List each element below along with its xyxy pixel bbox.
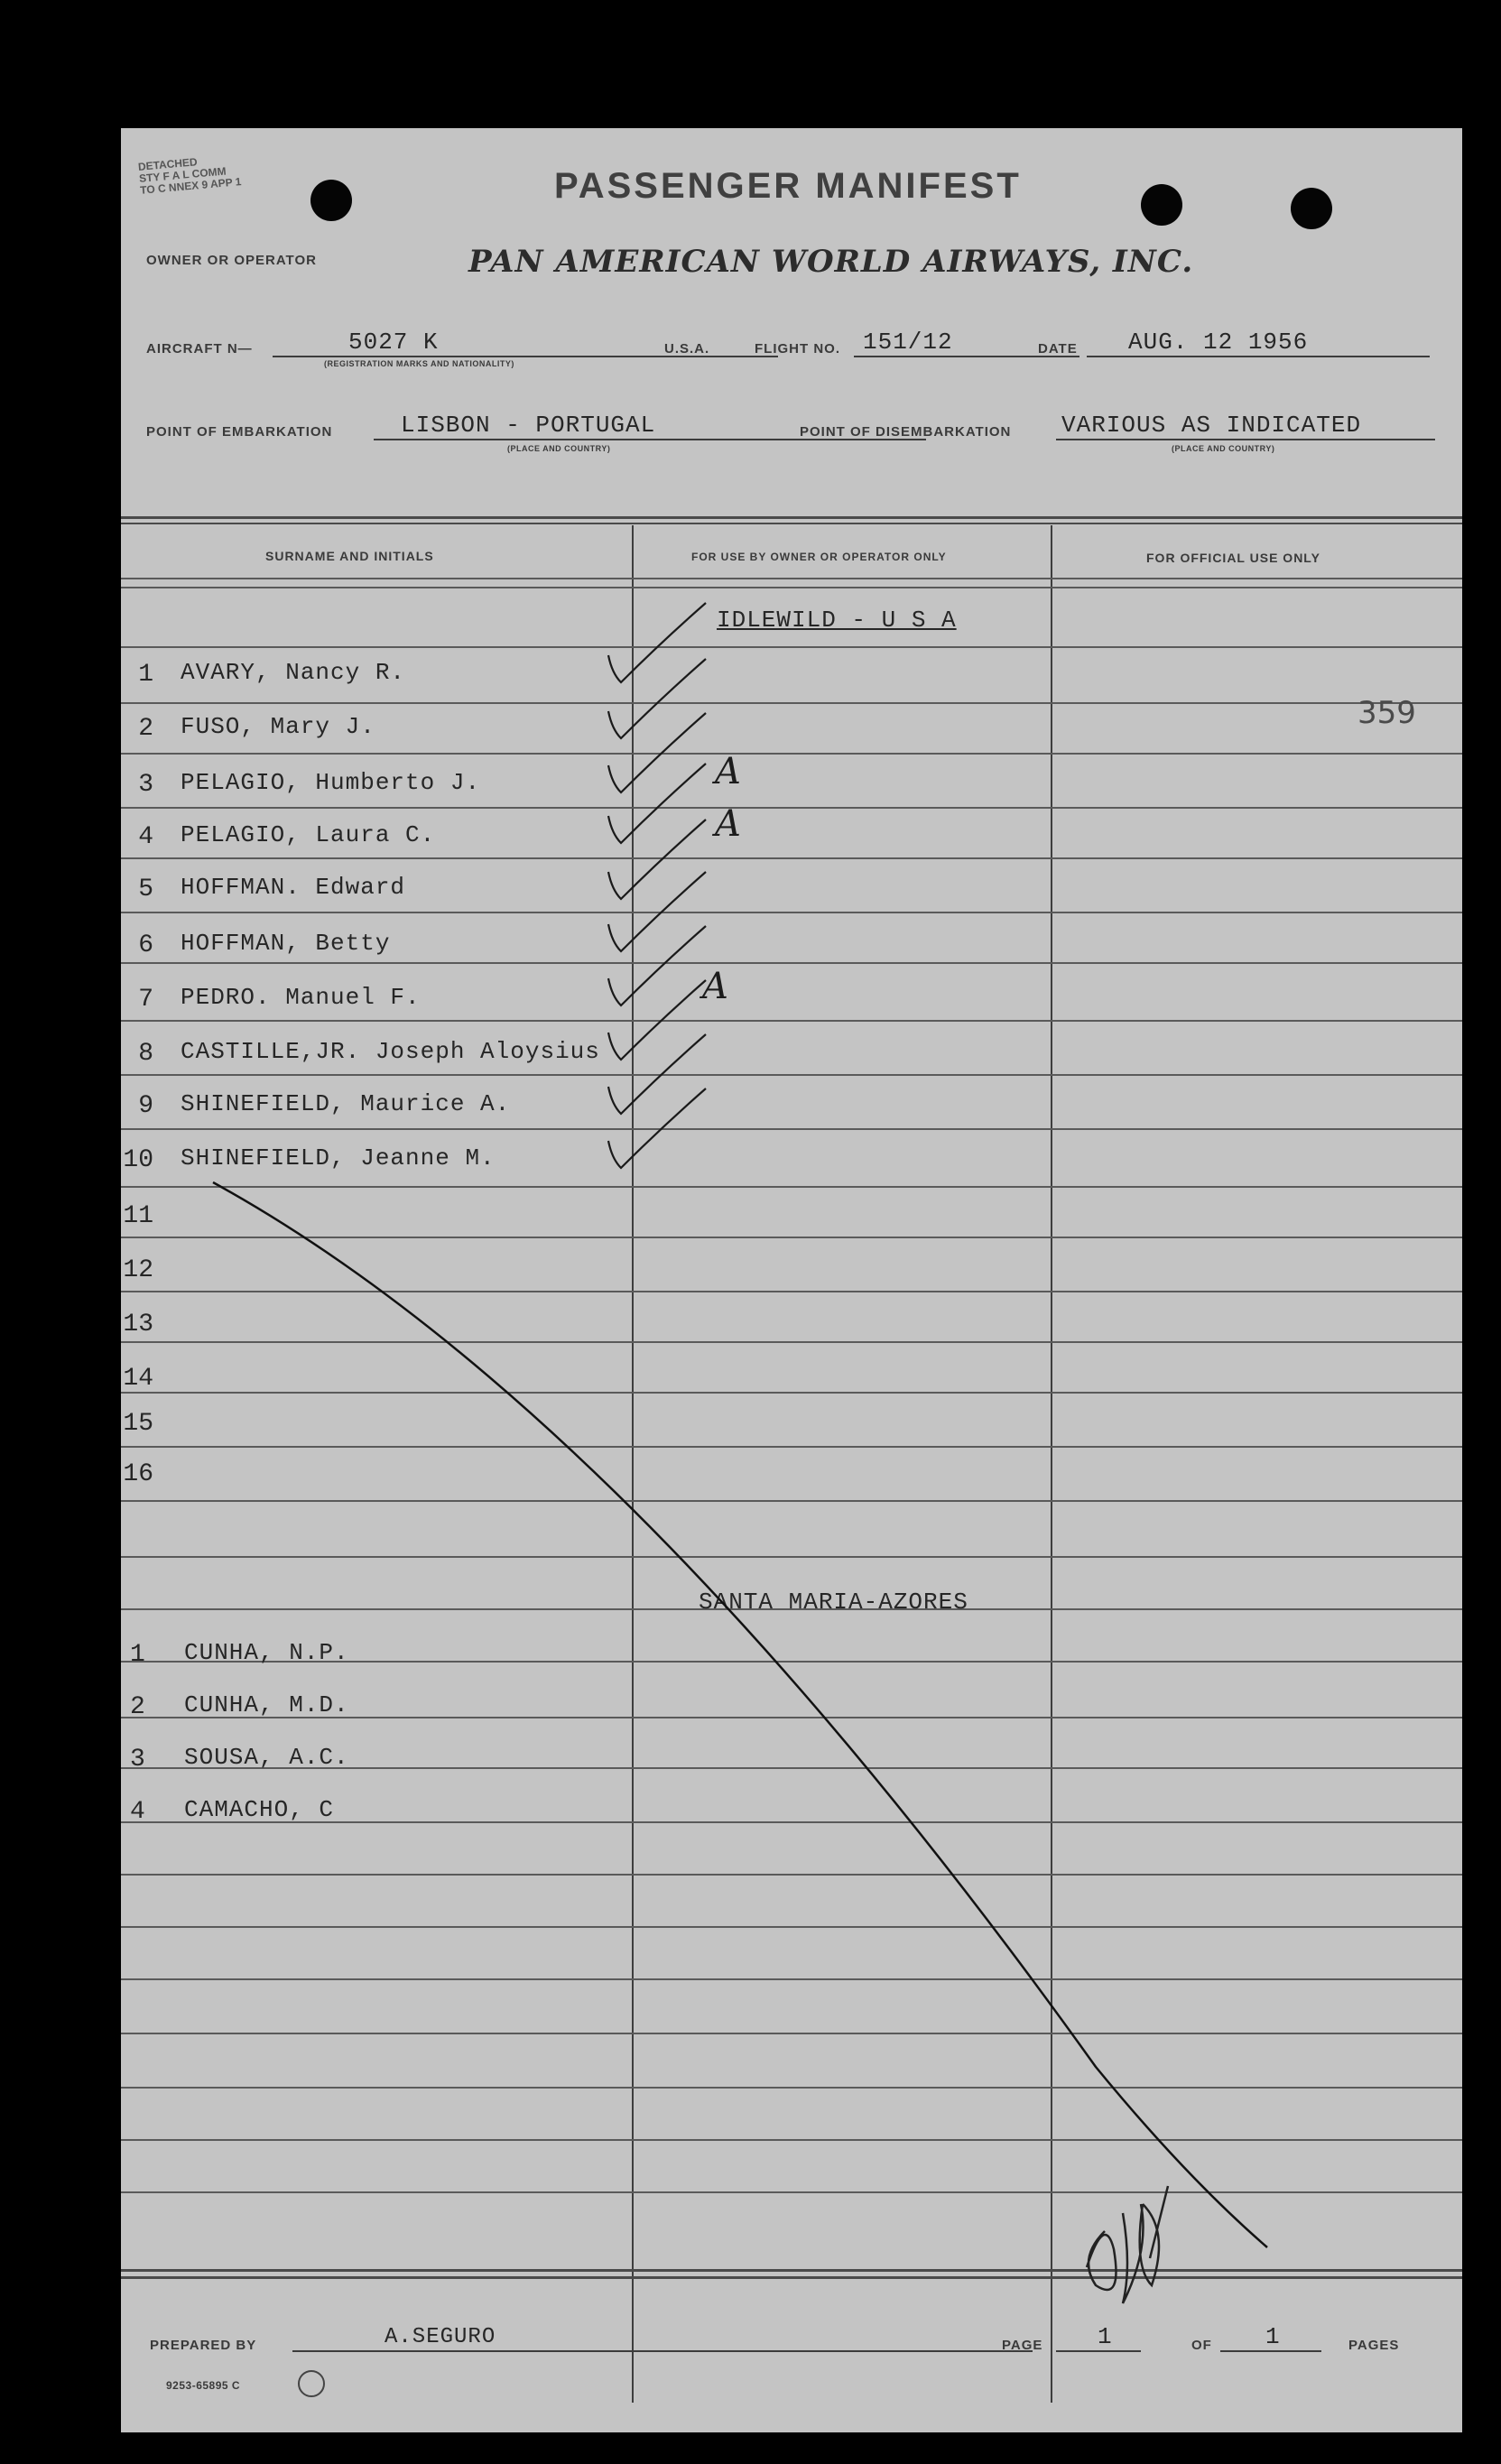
row-number: 14 bbox=[123, 1365, 153, 1393]
of-underline bbox=[1220, 2350, 1321, 2352]
passenger-name: PELAGIO, Laura C. bbox=[181, 821, 436, 848]
passenger-name: PEDRO. Manuel F. bbox=[181, 984, 421, 1011]
initials-signature bbox=[1087, 2186, 1168, 2303]
form-number: 9253-65895 C bbox=[166, 2379, 241, 2392]
row-number: 3 bbox=[130, 1746, 145, 1774]
disembark-value: VARIOUS AS INDICATED bbox=[1061, 412, 1362, 439]
flight-label: FLIGHT NO. bbox=[755, 341, 840, 357]
of-label: OF bbox=[1191, 2338, 1212, 2353]
date-label: DATE bbox=[1038, 341, 1078, 357]
passenger-name: AVARY, Nancy R. bbox=[181, 659, 406, 686]
column-header-owner: FOR USE BY OWNER OR OPERATOR ONLY bbox=[691, 551, 947, 563]
passenger-name: CAMACHO, C bbox=[184, 1796, 335, 1823]
check-mark bbox=[608, 764, 706, 843]
check-mark bbox=[608, 820, 706, 899]
row-number: 4 bbox=[138, 823, 153, 851]
handwritten-mark: A bbox=[715, 751, 741, 792]
row-number: 11 bbox=[123, 1202, 153, 1230]
row-number: 9 bbox=[138, 1092, 153, 1120]
official-note: 359 bbox=[1357, 695, 1416, 731]
passenger-name: PELAGIO, Humberto J. bbox=[181, 769, 481, 796]
handwritten-mark: A bbox=[702, 966, 728, 1007]
embark-sublabel: (PLACE AND COUNTRY) bbox=[507, 444, 611, 453]
prepared-label: PREPARED BY bbox=[150, 2338, 257, 2353]
passenger-name: SOUSA, A.C. bbox=[184, 1744, 349, 1771]
row-number: 1 bbox=[138, 661, 153, 689]
row-number: 13 bbox=[123, 1311, 153, 1339]
passenger-name: HOFFMAN. Edward bbox=[181, 874, 406, 901]
cancel-line bbox=[213, 1182, 1267, 2247]
date-value: AUG. 12 1956 bbox=[1128, 329, 1309, 356]
row-number: 3 bbox=[138, 771, 153, 799]
row-number: 16 bbox=[123, 1460, 153, 1488]
row-number: 4 bbox=[130, 1798, 145, 1826]
disembark-label: POINT OF DISEMBARKATION bbox=[800, 424, 1012, 440]
passenger-name: CUNHA, N.P. bbox=[184, 1639, 349, 1666]
passenger-name: SHINEFIELD, Jeanne M. bbox=[181, 1144, 496, 1172]
handwriting-overlay bbox=[121, 128, 1462, 2432]
owner-label: OWNER OR OPERATOR bbox=[146, 253, 317, 268]
of-value: 1 bbox=[1265, 2323, 1281, 2350]
row-number: 6 bbox=[138, 931, 153, 959]
approval-stamp: DETACHED STY F A L COMM TO C NNEX 9 APP 1 bbox=[137, 155, 242, 197]
passenger-name: CUNHA, M.D. bbox=[184, 1691, 349, 1718]
page-underline bbox=[1056, 2350, 1141, 2352]
page-value: 1 bbox=[1098, 2323, 1113, 2350]
aircraft-label: AIRCRAFT N— bbox=[146, 341, 253, 357]
passenger-name: FUSO, Mary J. bbox=[181, 713, 375, 740]
prepared-value: A.SEGURO bbox=[385, 2325, 496, 2349]
check-mark bbox=[608, 603, 706, 682]
check-mark bbox=[608, 713, 706, 792]
union-label-icon bbox=[298, 2370, 325, 2397]
aircraft-value: 5027 K bbox=[348, 329, 439, 356]
column-header-surname: SURNAME AND INITIALS bbox=[265, 549, 434, 563]
flight-value: 151/12 bbox=[863, 329, 953, 356]
embark-label: POINT OF EMBARKATION bbox=[146, 424, 333, 440]
row-number: 2 bbox=[130, 1693, 145, 1721]
page-label: PAGE bbox=[1002, 2338, 1043, 2353]
destination-santa-maria: SANTA MARIA-AZORES bbox=[699, 1589, 968, 1616]
column-header-official: FOR OFFICIAL USE ONLY bbox=[1146, 551, 1320, 565]
manifest-sheet bbox=[121, 128, 1462, 2432]
row-number: 1 bbox=[130, 1641, 145, 1669]
destination-idlewild: IDLEWILD - U S A bbox=[717, 607, 957, 634]
passenger-name: CASTILLE,JR. Joseph Aloysius bbox=[181, 1038, 600, 1065]
manifest-title: PASSENGER MANIFEST bbox=[554, 166, 1022, 206]
passenger-name: HOFFMAN, Betty bbox=[181, 930, 391, 957]
row-number: 10 bbox=[123, 1146, 153, 1174]
pages-label: PAGES bbox=[1348, 2338, 1400, 2353]
prepared-underline bbox=[292, 2350, 1033, 2352]
row-number: 5 bbox=[138, 875, 153, 903]
row-number: 7 bbox=[138, 986, 153, 1014]
embark-value: LISBON - PORTUGAL bbox=[401, 412, 656, 439]
handwritten-mark: A bbox=[715, 803, 741, 845]
row-number: 8 bbox=[138, 1040, 153, 1068]
row-number: 12 bbox=[123, 1256, 153, 1284]
check-mark bbox=[608, 1088, 706, 1168]
row-number: 15 bbox=[123, 1410, 153, 1438]
aircraft-sublabel: (REGISTRATION MARKS AND NATIONALITY) bbox=[324, 359, 514, 368]
company-name: PAN AMERICAN WORLD AIRWAYS, INC. bbox=[468, 244, 1194, 280]
disembark-sublabel: (PLACE AND COUNTRY) bbox=[1172, 444, 1275, 453]
row-number: 2 bbox=[138, 715, 153, 743]
usa-label: U.S.A. bbox=[664, 341, 710, 357]
passenger-name: SHINEFIELD, Maurice A. bbox=[181, 1090, 511, 1117]
